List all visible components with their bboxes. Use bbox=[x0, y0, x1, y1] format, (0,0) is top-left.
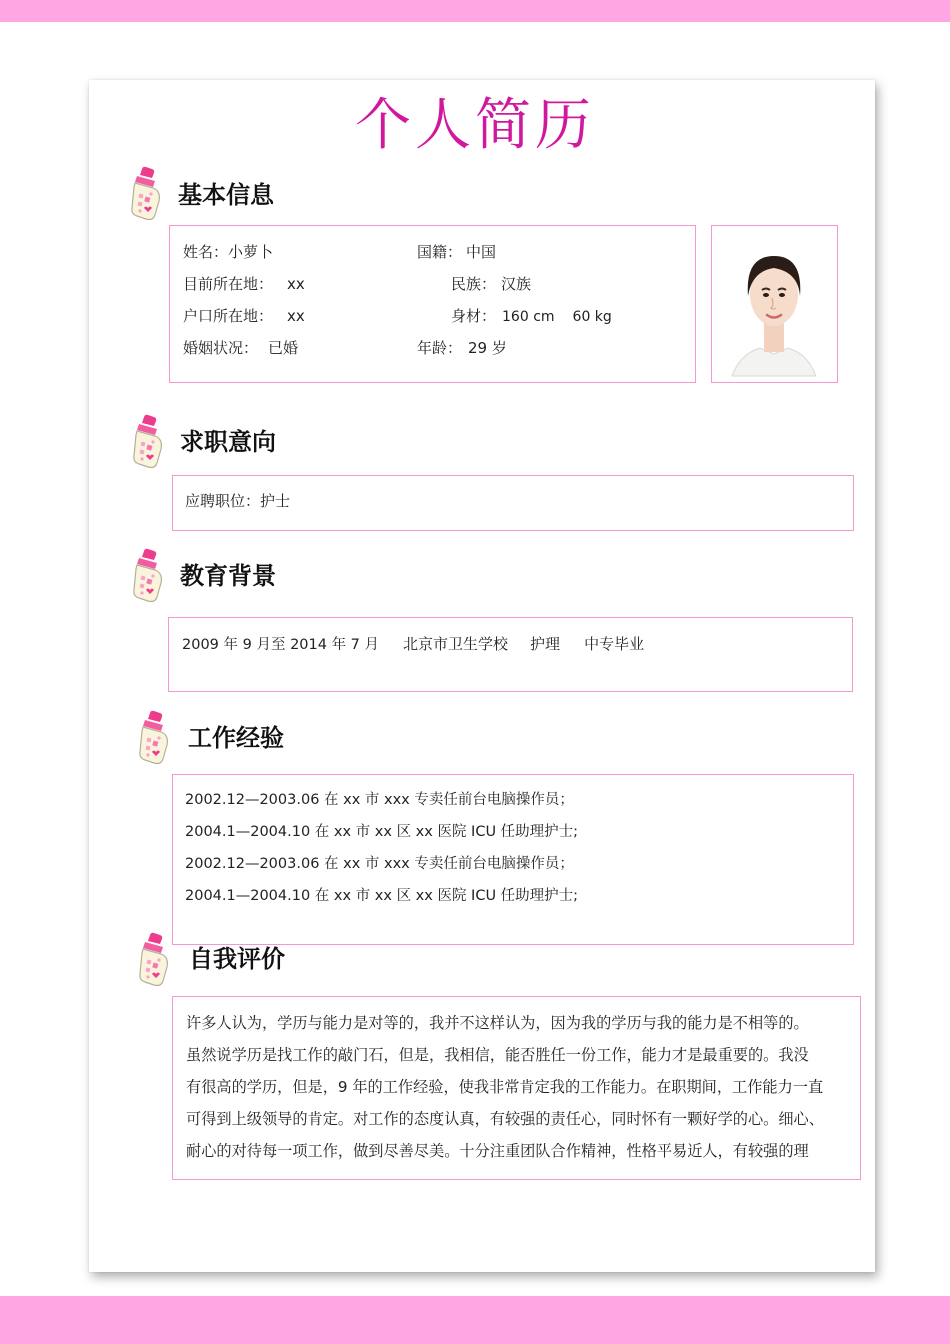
marital-label: 婚姻状况： bbox=[183, 339, 259, 357]
baby-bottle-icon bbox=[130, 413, 168, 471]
current-location-label: 目前所在地： bbox=[183, 275, 274, 293]
nationality-value: 中国 bbox=[466, 243, 497, 261]
self-evaluation-line: 耐心的对待每一项工作，做到尽善尽美。十分注重团队合作精神，性格平易近人，有较强的理 bbox=[186, 1142, 809, 1160]
nationality-field bbox=[417, 242, 496, 262]
name-value: 小萝卜 bbox=[228, 243, 274, 261]
age-field bbox=[417, 338, 507, 358]
marital-field bbox=[183, 338, 298, 358]
weight-value: 60 kg bbox=[572, 309, 612, 325]
self-evaluation-line: 有很高的学历，但是，9 年的工作经验，使我非常肯定我的工作能力。在职期间，工作能力一直 bbox=[186, 1078, 824, 1096]
portrait-image bbox=[712, 226, 836, 381]
body-label: 身材： bbox=[451, 307, 497, 325]
bottom-band bbox=[0, 1296, 950, 1344]
position-field bbox=[185, 491, 290, 511]
hukou-label: 户口所在地： bbox=[183, 307, 274, 325]
name-label: 姓名： bbox=[183, 243, 229, 261]
education-major: 护理 bbox=[530, 635, 561, 653]
baby-bottle-icon bbox=[128, 165, 166, 223]
self-evaluation-line: 许多人认为，学历与能力是对等的，我并不这样认为，因为我的学历与我的能力是不相等的。 bbox=[186, 1014, 809, 1032]
self-evaluation-text bbox=[186, 1007, 858, 1167]
current-location-field bbox=[183, 274, 305, 294]
profile-photo bbox=[711, 225, 838, 383]
age-value: 29 岁 bbox=[468, 339, 507, 357]
hukou-field bbox=[183, 306, 305, 326]
position-label: 应聘职位： bbox=[185, 492, 261, 510]
body-field bbox=[451, 306, 612, 327]
height-value: 160 cm bbox=[502, 309, 555, 325]
position-value: 护士 bbox=[260, 492, 291, 510]
work-item: 2002.12—2003.06 在 xx 市 xxx 专卖任前台电脑操作员； bbox=[185, 792, 574, 808]
section-heading-work: 工作经验 bbox=[188, 724, 284, 752]
self-evaluation-line: 虽然说学历是找工作的敲门石，但是，我相信，能否胜任一份工作，能力才是最重要的。我没 bbox=[186, 1046, 809, 1064]
page-title: 个人简历 bbox=[355, 93, 595, 158]
section-heading-education: 教育背景 bbox=[180, 562, 276, 590]
section-heading-intent: 求职意向 bbox=[180, 428, 276, 456]
section-heading-basic: 基本信息 bbox=[178, 181, 274, 209]
ethnicity-value: 汉族 bbox=[501, 275, 532, 293]
baby-bottle-icon bbox=[130, 547, 168, 605]
work-item: 2004.1—2004.10 在 xx 市 xx 区 xx 医院 ICU 任助理护士; bbox=[185, 888, 579, 904]
section-heading-self: 自我评价 bbox=[189, 945, 285, 973]
work-item: 2004.1—2004.10 在 xx 市 xx 区 xx 医院 ICU 任助理护士; bbox=[185, 824, 579, 840]
ethnicity-field bbox=[451, 274, 531, 294]
baby-bottle-icon bbox=[136, 931, 174, 989]
education-degree: 中专毕业 bbox=[584, 635, 645, 653]
marital-value: 已婚 bbox=[268, 339, 299, 357]
current-location-value: xx bbox=[287, 275, 305, 293]
nationality-label: 国籍： bbox=[417, 243, 463, 261]
self-evaluation-line: 可得到上级领导的肯定。对工作的态度认真，有较强的责任心，同时怀有一颗好学的心。细心、 bbox=[186, 1110, 824, 1128]
work-item: 2002.12—2003.06 在 xx 市 xxx 专卖任前台电脑操作员； bbox=[185, 856, 574, 872]
ethnicity-label: 民族： bbox=[451, 275, 497, 293]
education-period: 2009 年 9 月至 2014 年 7 月 bbox=[182, 637, 380, 653]
hukou-value: xx bbox=[287, 307, 305, 325]
education-school: 北京市卫生学校 bbox=[403, 635, 509, 653]
name-field bbox=[183, 242, 273, 262]
education-entry bbox=[182, 634, 644, 655]
age-label: 年龄： bbox=[417, 339, 463, 357]
baby-bottle-icon bbox=[136, 709, 174, 767]
top-band bbox=[0, 0, 950, 22]
